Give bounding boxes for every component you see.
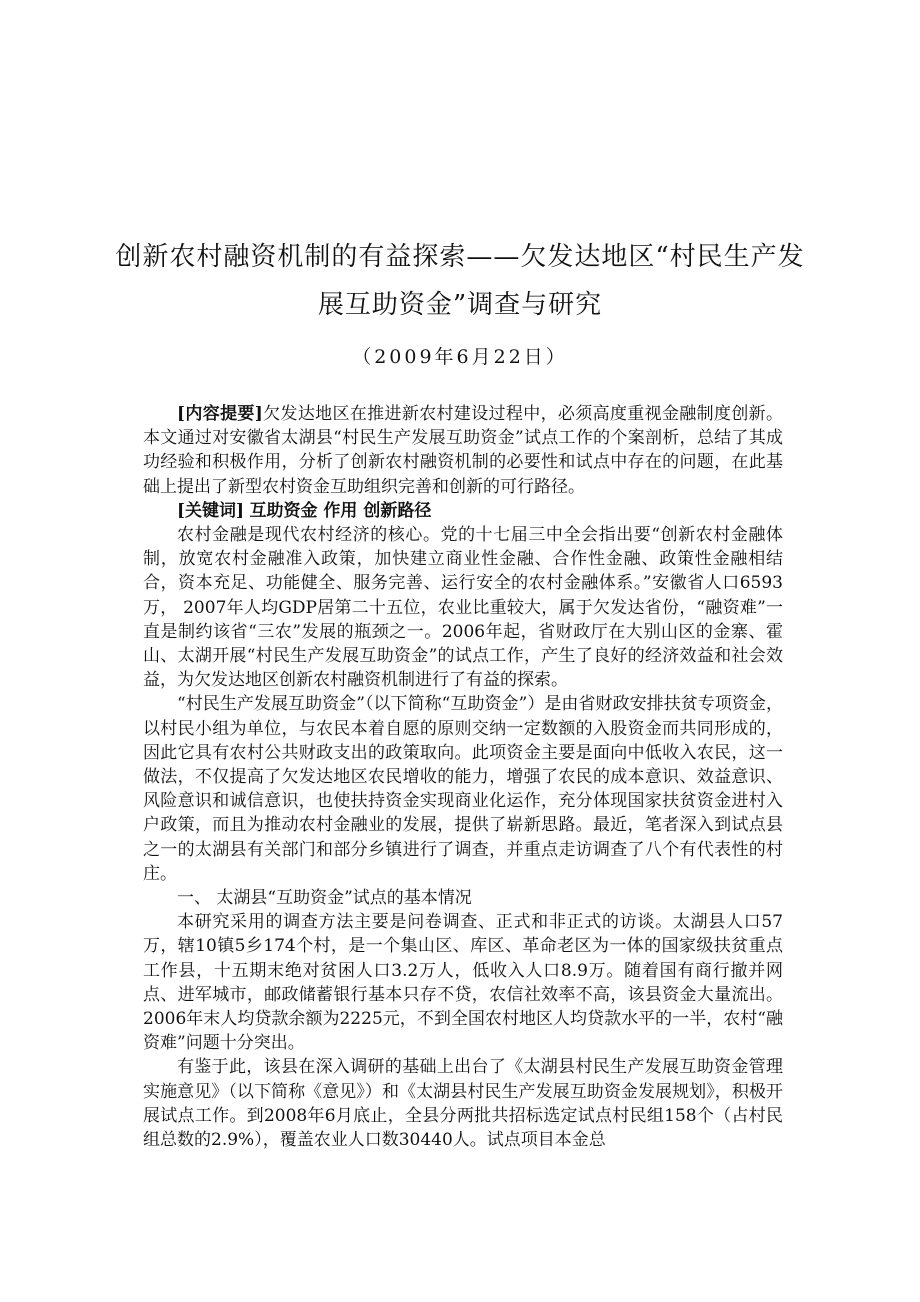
body-paragraph: 有鉴于此，该县在深入调研的基础上出台了《太湖县村民生产发展互助资金管理实施意见》（以下简称《意见》）和《太湖县村民生产发展互助资金发展规划》，积极开展试点工作。到2008年6月底止，全县分两批共招标选定试点村民组158个（占村民组总数的2.9%），覆盖农业人口数30440人。试点项目本金总 bbox=[143, 1057, 783, 1151]
abstract-paragraph bbox=[143, 402, 783, 499]
section-heading: 一、 太湖县“互助资金”试点的基本情况 bbox=[177, 888, 472, 909]
keywords-paragraph bbox=[143, 499, 783, 523]
document-date: （2009年6月22日） bbox=[352, 346, 568, 368]
body-paragraph: 农村金融是现代农村经济的核心。党的十七届三中全会指出要“创新农村金融体制，放宽农村金融准入政策，加快建立商业性金融、合作性金融、政策性金融相结合，资本充足、功能健全、服务完善、运行安全的农村金融体系。”安徽省人口6593万， 2007年人均GDP居第二十五位，农业比重较大，属于欠发达省份，“融资难”一直是制约该省“三农”发展的瓶颈之一。2006年起，省财政厅在大别山区的金寨、霍山、太湖开展“村民生产发展互助资金”的试点工作，产生了良好的经济效益和社会效益，为欠发达地区创新农村融资机制进行了有益的探索。 bbox=[143, 525, 783, 691]
keywords-text: 互助资金 作用 创新路径 bbox=[249, 500, 432, 521]
document-title-line-2: 展互助资金”调查与研究 bbox=[317, 290, 603, 320]
body-paragraph: “村民生产发展互助资金”（以下简称“互助资金”）是由省财政安排扶贫专项资金，以村民小组为单位，与农民本着自愿的原则交纳一定数额的入股资金而共同形成的，因此它具有农村公共财政支出的政策取向。此项资金主要是面向中低收入农民，这一做法，不仅提高了欠发达地区农民增收的能力，增强了农民的成本意识、效益意识、风险意识和诚信意识，也使扶持资金实现商业化运作，充分体现国家扶贫资金进村入户政策，而且为推动农村金融业的发展，提供了崭新思路。最近，笔者深入到试点县之一的太湖县有关部门和部分乡镇进行了调查，并重点走访调查了八个有代表性的村庄。 bbox=[143, 694, 783, 884]
document-title-line-1: 创新农村融资机制的有益探索——欠发达地区“村民生产发 bbox=[115, 242, 805, 272]
abstract-text: 欠发达地区在推进新农村建设过程中，必须高度重视金融制度创新。本文通过对安徽省太湖县“村民生产发展互助资金”试点工作的个案剖析，总结了其成功经验和积极作用，分析了创新农村融资机制的必要性和试点中存在的问题，在此基础上提出了新型农村资金互助组织完善和创新的可行路径。 bbox=[143, 404, 784, 497]
document-body bbox=[143, 402, 783, 1152]
body-paragraph: 本研究采用的调查方法主要是问卷调查、正式和非正式的访谈。太湖县人口57万，辖10镇5乡174个村，是一个集山区、库区、革命老区为一体的国家级扶贫重点工作县，十五期末绝对贫困人口3.2万人，低收入人口8.9万。随着国有商行撤并网点、进军城市，邮政储蓄银行基本只存不贷，农信社效率不高，该县资金大量流出。2006年末人均贷款余额为2225元，不到全国农村地区人均贷款水平的一半，农村“融资难”问题十分突出。 bbox=[143, 912, 783, 1054]
abstract-label: [内容提要] bbox=[177, 404, 263, 424]
keywords-label: [关键词] bbox=[177, 500, 245, 521]
